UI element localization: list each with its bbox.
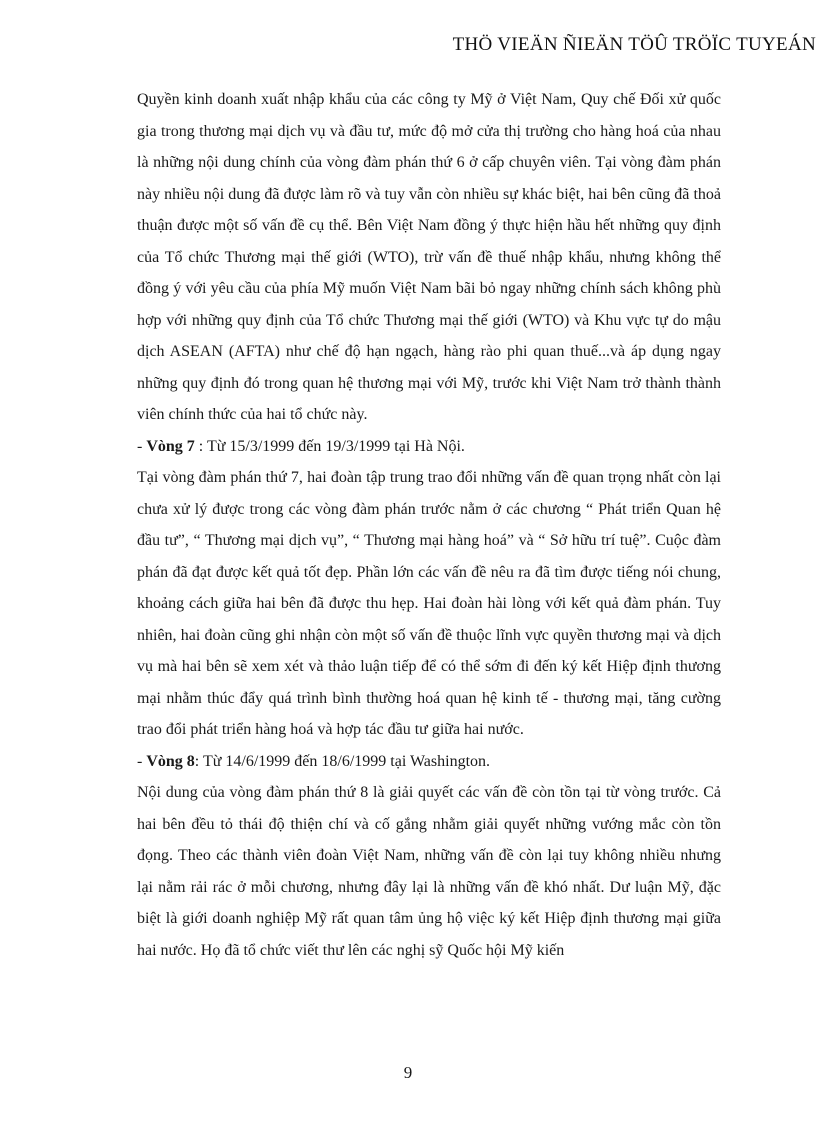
paragraph-round6-summary: Quyền kinh doanh xuất nhập khẩu của các công ty Mỹ ở Việt Nam, Quy chế Đối xử quốc gia trong thương mại dịch vụ và đầu tư, mức độ mở cửa thị trường cho hàng hoá của nhau là những nội dung chính của vòng đàm phán thứ 6 ở cấp chuyên viên. Tại vòng đàm phán này nhiều nội dung đã được làm rõ và tuy vẫn còn nhiều sự khác biệt, hai bên cũng đã thoả thuận được một số vấn đề cụ thể. Bên Việt Nam đồng ý thực hiện hầu hết những quy định của Tổ chức Thương mại thế giới (WTO), trừ vấn đề thuế nhập khẩu, nhưng không thể đồng ý với yêu cầu của phía Mỹ muốn Việt Nam bãi bỏ ngay những chính sách không phù hợp với những quy định của Tổ chức Thương mại thế giới (WTO) và Khu vực tự do mậu dịch ASEAN (AFTA) như chế độ hạn ngạch, hàng rào phi quan thuế...và áp dụng ngay những quy định đó trong quan hệ thương mại với Mỹ, trước khi Việt Nam trở thành thành viên chính thức của hai tổ chức này. (137, 91, 721, 423)
round8-label: Vòng 8 (146, 752, 195, 770)
round7-heading (137, 431, 721, 463)
round7-details: : Từ 15/3/1999 đến 19/3/1999 tại Hà Nội. (194, 437, 465, 455)
round8-heading (137, 746, 721, 778)
round8-details: : Từ 14/6/1999 đến 18/6/1999 tại Washington. (194, 752, 491, 770)
paragraph-round8-summary: Nội dung của vòng đàm phán thứ 8 là giải quyết các vấn đề còn tồn tại từ vòng trước. Cả hai bên đều tỏ thái độ thiện chí và cố gắng nhằm giải quyết những vướng mắc còn tồn đọng. Theo các thành viên đoàn Việt Nam, những vấn đề còn lại tuy không nhiều nhưng lại nằm rải rác ở mỗi chương, nhưng đây lại là những vấn đề khó nhất. Dư luận Mỹ, đặc biệt là giới doanh nghiệp Mỹ rất quan tâm ủng hộ việc ký kết Hiệp định thương mại giữa hai nước. Họ đã tổ chức viết thư lên các nghị sỹ Quốc hội Mỹ kiến (137, 784, 721, 959)
round7-label: Vòng 7 (146, 437, 195, 455)
round8-prefix: - (137, 752, 147, 770)
page-number: 9 (403, 1063, 413, 1082)
running-header: THÖ VIEÄN ÑIEÄN TÖÛ TRÖÏC TUYEÁN (452, 34, 816, 55)
round7-prefix: - (137, 437, 147, 455)
document-body (137, 84, 721, 966)
paragraph-round7-summary: Tại vòng đàm phán thứ 7, hai đoàn tập trung trao đổi những vấn đề quan trọng nhất còn lại chưa xử lý được trong các vòng đàm phán trước nằm ở các chương “ Phát triển Quan hệ đầu tư”, “ Thương mại dịch vụ”, “ Thương mại hàng hoá” và “ Sở hữu trí tuệ”. Cuộc đàm phán đã đạt được kết quả tốt đẹp. Phần lớn các vấn đề nêu ra đã tìm được tiếng nói chung, khoảng cách giữa hai bên đã được thu hẹp. Hai đoàn hài lòng với kết quả đàm phán. Tuy nhiên, hai đoàn cũng ghi nhận còn một số vấn đề thuộc lĩnh vực quyền thương mại và dịch vụ mà hai bên sẽ xem xét và thảo luận tiếp để có thể sớm đi đến ký kết Hiệp định thương mại nhằm thúc đẩy quá trình bình thường hoá quan hệ kinh tế - thương mại, tăng cường trao đổi phát triển hàng hoá và hợp tác đầu tư giữa hai nước. (137, 469, 721, 738)
